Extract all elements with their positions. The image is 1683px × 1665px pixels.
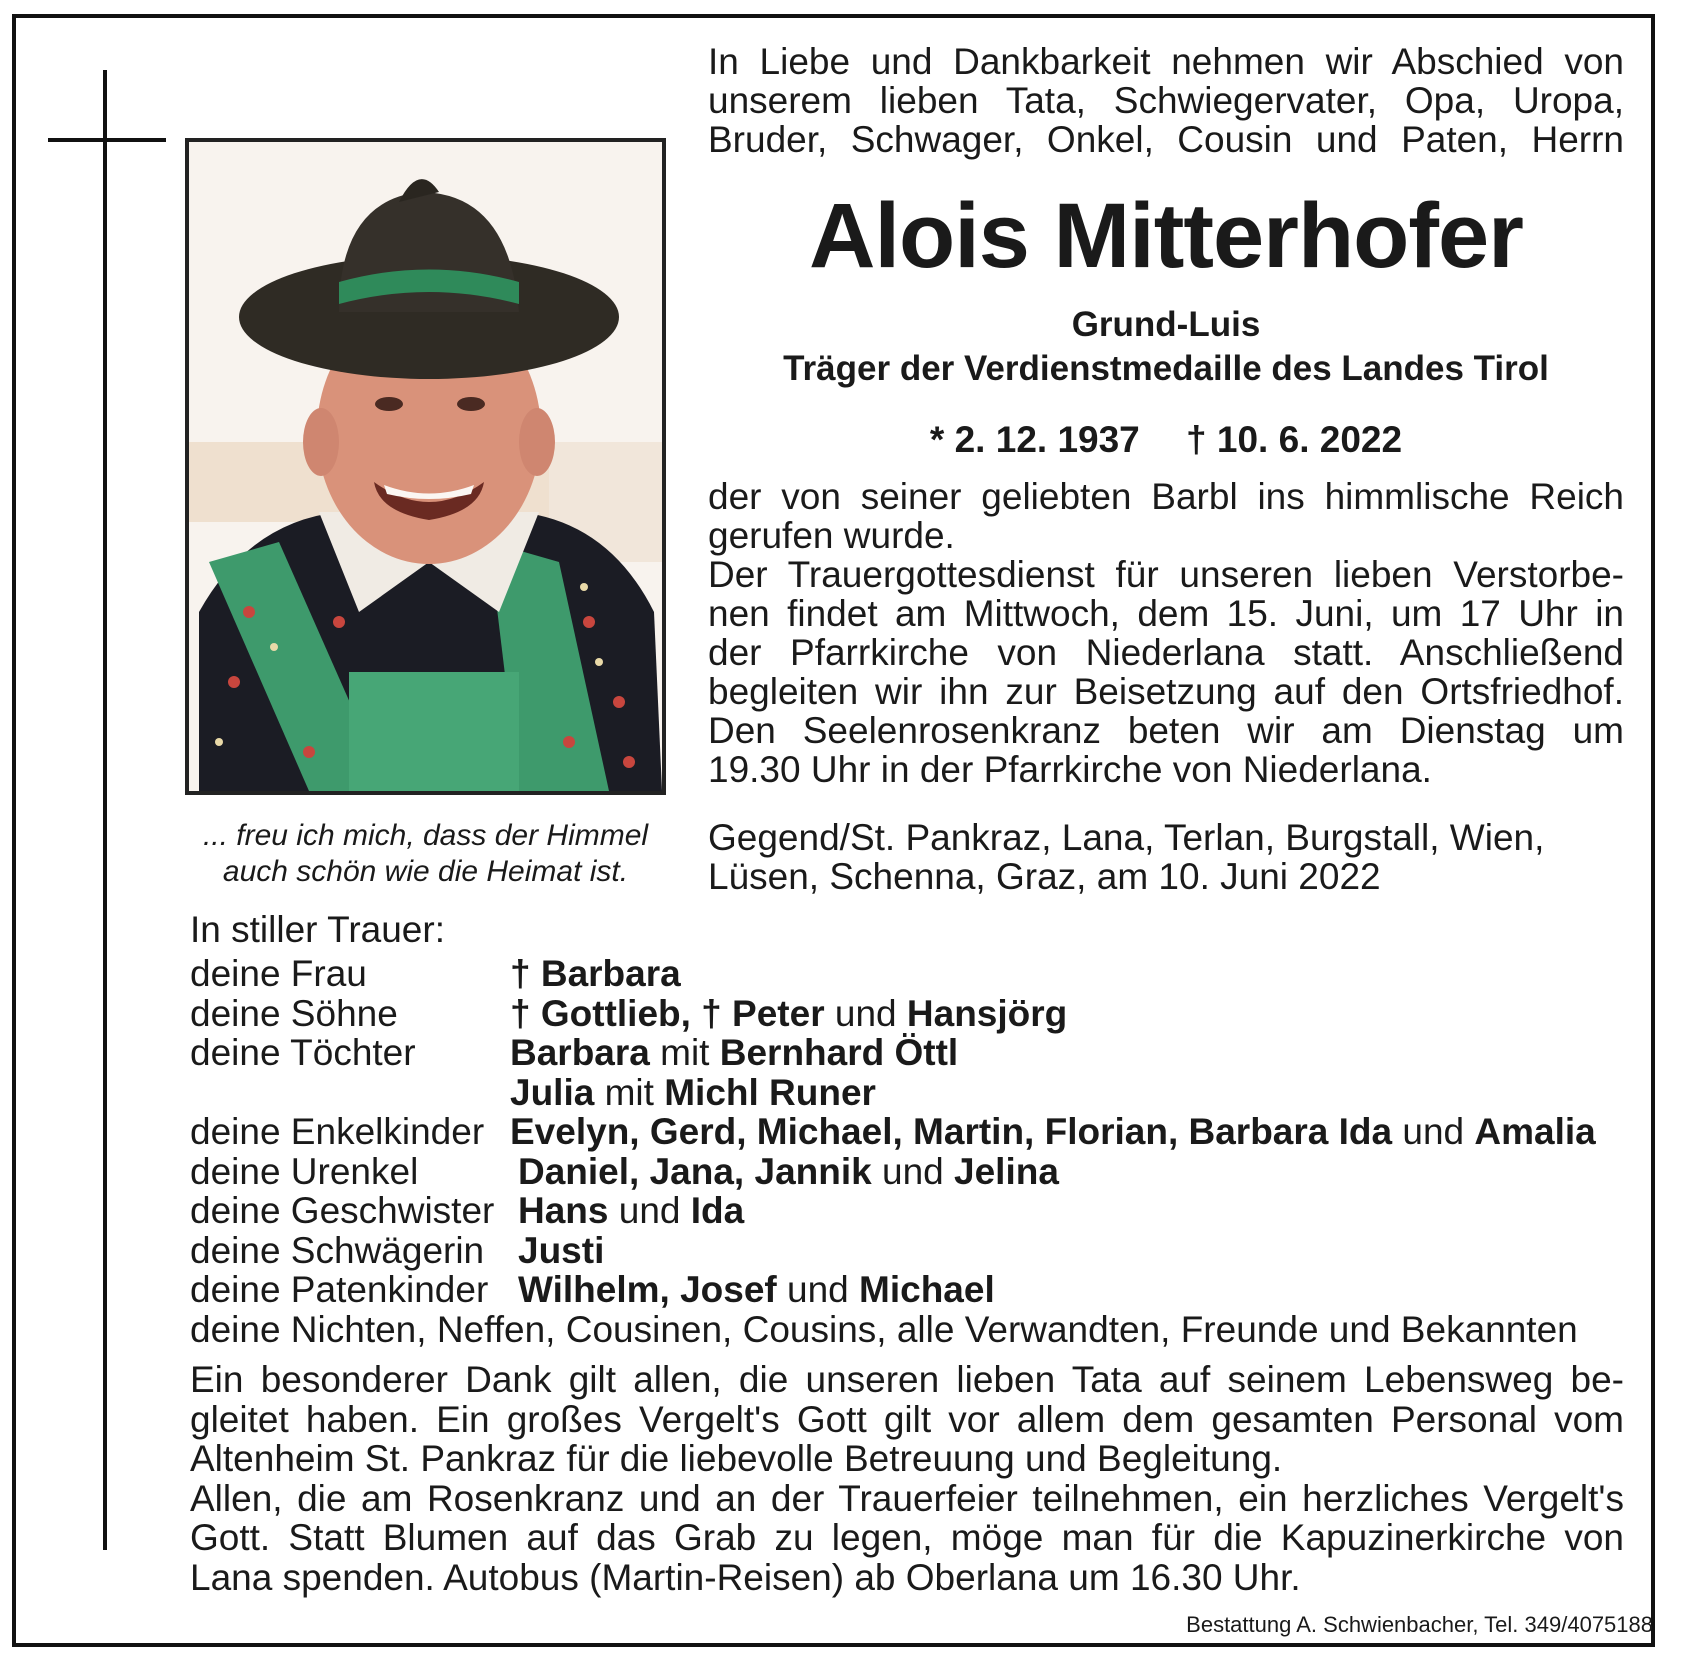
- relation-label: deine Söhne: [190, 992, 398, 1034]
- caption-line: auch schön wie die Heimat ist.: [222, 855, 629, 888]
- family-names: Bernhard Öttl: [719, 1032, 959, 1073]
- cross-vertical-bar: [103, 70, 107, 1550]
- nickname: Grund-Luis: [1071, 305, 1261, 344]
- relation-label: deine Urenkel: [190, 1150, 419, 1192]
- conjunction: und: [882, 1150, 944, 1192]
- family-names: Justi: [518, 1229, 605, 1271]
- title-block: [708, 303, 1624, 391]
- thanks-line: Allen, die am Rosenkranz und an der Trauerfeier teilnehmen, ein herzliches Vergelt's: [190, 1477, 1624, 1519]
- details-line: der von seiner geliebten Barbl ins himmlische Reich: [708, 476, 1624, 517]
- family-row: [190, 1231, 1624, 1271]
- family-row: [190, 1073, 1624, 1113]
- details-line: begleiten wir ihn zur Beisetzung auf den Ortsfriedhof.: [708, 671, 1624, 712]
- family-row: [190, 1112, 1624, 1152]
- family-row: [190, 994, 1624, 1034]
- relation-label: deine Frau: [190, 953, 367, 994]
- extended-family-line: deine Nichten, Neffen, Cousinen, Cousins, alle Verwandten, Freunde und Bekannten: [190, 1308, 1578, 1350]
- honor-title: Träger der Verdienstmedaille des Landes Tirol: [783, 349, 1549, 388]
- thanks-line: gleitet haben. Ein großes Vergelt's Gott gilt vor allem dem gesamten Personal vom: [190, 1398, 1624, 1440]
- relation-label: deine Patenkinder: [190, 1269, 489, 1310]
- places-date: [708, 818, 1624, 896]
- family-row: [190, 1191, 1624, 1231]
- conjunction: und: [834, 992, 897, 1034]
- details-line: nen findet am Mittwoch, dem 15. Juni, um 17 Uhr in: [708, 593, 1624, 634]
- relation-label: deine Enkelkinder: [190, 1111, 485, 1152]
- family-names: Wilhelm, Josef: [518, 1269, 777, 1310]
- thanks-text: [190, 1360, 1624, 1597]
- details-line: Den Seelenrosenkranz beten wir am Dienstag um: [708, 710, 1624, 751]
- relation-spacer: [190, 1073, 510, 1113]
- thanks-line: Ein besonderer Dank gilt allen, die unseren lieben Tata auf seinem Lebensweg be-: [190, 1359, 1624, 1400]
- conjunction: und: [787, 1269, 849, 1310]
- conjunction: mit: [660, 1032, 710, 1073]
- thanks-line: Gott. Statt Blumen auf das Grab zu legen, möge man für die Kapuzinerkirche von: [190, 1517, 1624, 1558]
- intro-line: Bruder, Schwager, Onkel, Cousin und Paten, Herrn: [708, 119, 1624, 160]
- family-names: † Barbara: [510, 953, 681, 994]
- thanks-line: Lana spenden. Autobus (Martin-Reisen) ab Oberlana um 16.30 Uhr.: [190, 1556, 1301, 1598]
- caption-line: ... freu ich mich, dass der Himmel: [202, 819, 649, 852]
- conjunction: mit: [604, 1071, 654, 1113]
- details-line: Der Trauergottesdienst für unseren lieben Verstorbe-: [708, 554, 1624, 595]
- photo-caption: [185, 818, 666, 890]
- intro-line: In Liebe und Dankbarkeit nehmen wir Abschied von: [708, 41, 1624, 82]
- relation-label: deine Geschwister: [190, 1190, 495, 1231]
- intro-line: unserem lieben Tata, Schwiegervater, Opa, Uropa,: [708, 80, 1624, 121]
- portrait-photo: [185, 138, 666, 795]
- death-date: † 10. 6. 2022: [1186, 419, 1403, 460]
- conjunction: und: [618, 1190, 681, 1231]
- family-row: [190, 1270, 1624, 1310]
- deceased-name: Alois Mitterhofer: [809, 185, 1523, 287]
- family-row: [190, 1033, 1624, 1073]
- places-line: Gegend/St. Pankraz, Lana, Terlan, Burgstall, Wien,: [708, 817, 1545, 858]
- relation-label: deine Töchter: [190, 1032, 416, 1073]
- family-names: Jelina: [954, 1150, 1059, 1192]
- family-names: Hansjörg: [906, 992, 1068, 1034]
- details-line: 19.30 Uhr in der Pfarrkirche von Niederlana.: [708, 749, 1432, 790]
- life-dates: [708, 418, 1624, 462]
- family-names: Michl Runer: [664, 1071, 876, 1113]
- family-names: Evelyn, Gerd, Michael, Martin, Florian, Barbara Ida: [510, 1111, 1393, 1152]
- details-line: gerufen wurde.: [708, 515, 955, 556]
- cross-horizontal-bar: [48, 138, 166, 142]
- family-names: Michael: [859, 1269, 995, 1310]
- places-line: Lüsen, Schenna, Graz, am 10. Juni 2022: [708, 856, 1381, 897]
- relation-label: deine Schwägerin: [190, 1229, 485, 1271]
- family-names: Julia: [510, 1071, 595, 1113]
- details-line: der Pfarrkirche von Niederlana statt. Anschließend: [708, 632, 1624, 673]
- family-names: † Gottlieb, † Peter: [510, 992, 825, 1034]
- family-names: Ida: [690, 1190, 745, 1231]
- family-names: Barbara: [510, 1032, 650, 1073]
- mourning-heading: In stiller Trauer:: [190, 909, 445, 950]
- family-names: Amalia: [1474, 1111, 1596, 1152]
- thanks-line: Altenheim St. Pankraz für die liebevolle Betreuung und Begleitung.: [190, 1438, 1283, 1479]
- intro-text: [708, 42, 1624, 159]
- birth-date: * 2. 12. 1937: [929, 419, 1140, 460]
- family-names: Daniel, Jana, Jannik: [518, 1150, 872, 1192]
- family-names: Hans: [518, 1190, 609, 1231]
- funeral-details: [708, 477, 1624, 789]
- conjunction: und: [1402, 1111, 1465, 1152]
- family-row: [190, 954, 1624, 994]
- funeral-home-footer: Bestattung A. Schwienbacher, Tel. 349/4075188: [1186, 1612, 1653, 1637]
- family-list: [190, 954, 1624, 1349]
- family-row: [190, 1152, 1624, 1192]
